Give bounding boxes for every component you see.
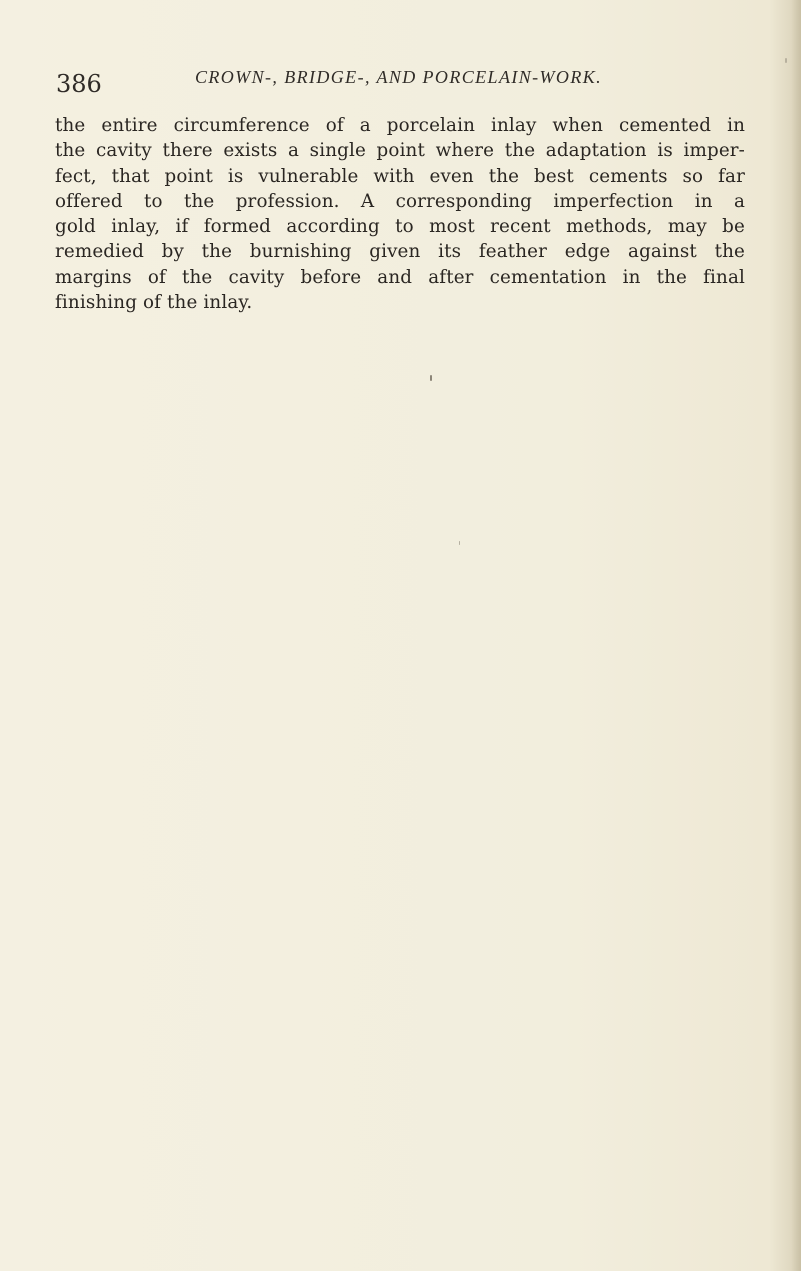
body-paragraph — [55, 113, 745, 315]
running-head: CROWN-, BRIDGE-, AND PORCELAIN-WORK. — [195, 67, 603, 87]
text-line: margins of the cavity before and after cementation in the final — [55, 266, 745, 288]
page-edge-shadow — [791, 0, 801, 1271]
paper-speck — [430, 375, 432, 381]
paper-speck — [785, 58, 787, 63]
text-line: remedied by the burnishing given its feather edge against the — [55, 241, 745, 263]
text-line: the cavity there exists a single point where the adaptation is imper- — [55, 140, 745, 162]
text-line: finishing of the inlay. — [55, 292, 253, 314]
paper-speck — [459, 541, 460, 545]
page-number: 386 — [56, 70, 102, 98]
text-line: the entire circumference of a porcelain inlay when cemented in — [55, 115, 745, 136]
text-line: gold inlay, if formed according to most recent methods, may be — [55, 216, 745, 238]
text-line: fect, that point is vulnerable with even the best cements so far — [55, 165, 745, 187]
text-line: offered to the profession. A corresponding imperfection in a — [55, 190, 745, 212]
